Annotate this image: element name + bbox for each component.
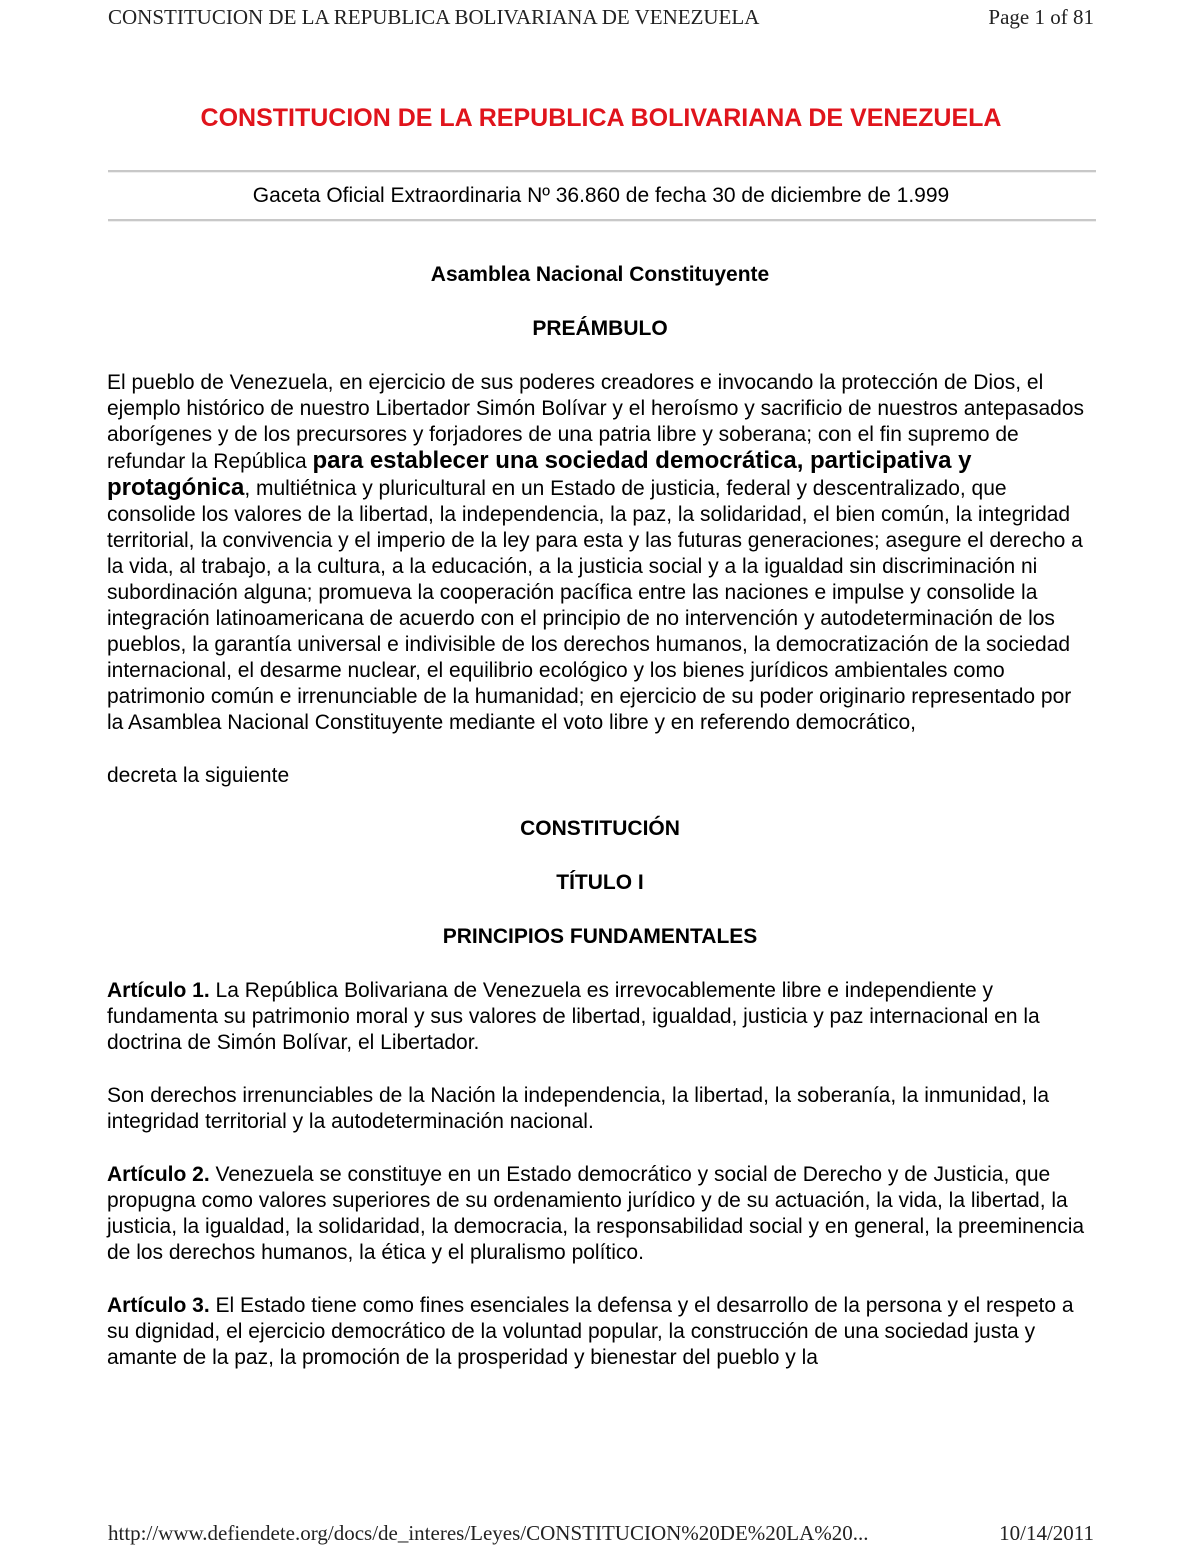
preamble-text-1: El pueblo de Venezuela, en ejercicio de sus poderes creadores e invocando la protección de Dios, el ejemplo histórico de nuestro Libertador Simón Bolívar y el heroísmo y sacrificio de nuestros antepasados aborígenes y de los precursores y forjadores de una patria libre y soberana; con el fin supremo de refundar la República (107, 371, 1085, 473)
article-text: La República Bolivariana de Venezuela es irrevocablemente libre e independiente y fundamenta su patrimonio moral y sus valores de libertad, igualdad, justicia y paz internacional en la doctrina de Simón Bolívar, el Libertador. (107, 979, 1040, 1054)
article-1-paragraph-2: Son derechos irrenunciables de la Nación la independencia, la libertad, la soberanía, la inmunidad, la integridad territorial y la autodeterminación nacional. (107, 1084, 1050, 1133)
article-3 (107, 1293, 1093, 1371)
title-heading: TÍTULO I (556, 871, 644, 894)
preamble-heading: PREÁMBULO (532, 317, 668, 340)
page-number: Page 1 of 81 (988, 4, 1094, 29)
divider-top (108, 170, 1096, 173)
principles-heading: PRINCIPIOS FUNDAMENTALES (442, 925, 758, 948)
divider-bottom (108, 219, 1096, 222)
preamble-paragraph (107, 370, 1093, 736)
preamble-text-2: , multiétnica y pluricultural en un Estado de justicia, federal y descentralizado, que consolide los valores de la libertad, la independencia, la paz, la solidaridad, el bien común, la integridad territorial, la convivencia y el imperio de la ley para esta y las futuras generaciones; asegure el derecho a la vida, al trabajo, a la cultura, a la educación, a la justicia social y a la igualdad sin discriminación ni subordinación alguna; promueva la cooperación pacífica entre las naciones e impulse y consolide la integración latinoamericana de acuerdo con el principio de no intervención y autodeterminación de los pueblos, la garantía universal e indivisible de los derechos humanos, la democratización de la sociedad internacional, el desarme nuclear, el equilibrio ecológico y los bienes jurídicos ambientales como patrimonio común e irrenunciable de la humanidad; en ejercicio de su poder originario representado por la Asamblea Nacional Constituyente mediante el voto libre y en referendo democrático, (107, 477, 1083, 734)
article-text: El Estado tiene como fines esenciales la defensa y el desarrollo de la persona y el respeto a su dignidad, el ejercicio democrático de la voluntad popular, la construcción de una sociedad justa y amante de la paz, la promoción de la prosperidad y bienestar del pueblo y la (107, 1294, 1074, 1369)
gazette-reference: Gaceta Oficial Extraordinaria Nº 36.860 de fecha 30 de diciembre de 1.999 (252, 184, 950, 207)
print-footer (108, 1518, 1094, 1548)
article-label: Artículo 2. (107, 1163, 210, 1186)
print-header (108, 2, 1094, 32)
source-url-link[interactable]: http://www.defiendete.org/docs/de_interes/Leyes/CONSTITUCION%20DE%20LA%20... (108, 1520, 869, 1545)
document-body (107, 262, 1093, 1371)
print-header-title: CONSTITUCION DE LA REPUBLICA BOLIVARIANA DE VENEZUELA (108, 4, 760, 29)
article-1 (107, 978, 1093, 1056)
document-title: CONSTITUCION DE LA REPUBLICA BOLIVARIANA DE VENEZUELA (200, 104, 1002, 132)
assembly-heading: Asamblea Nacional Constituyente (430, 263, 770, 286)
article-label: Artículo 3. (107, 1294, 210, 1317)
preamble-emphasis: para establecer una sociedad democrática, participativa y protagónica (107, 447, 972, 501)
article-text: Venezuela se constituye en un Estado democrático y social de Derecho y de Justicia, que propugna como valores superiores de su ordenamiento jurídico y de su actuación, la vida, la libertad, la justicia, la igualdad, la solidaridad, la democracia, la responsabilidad social y en general, la preeminencia de los derechos humanos, la ética y el pluralismo político. (107, 1163, 1085, 1264)
decree-text: decreta la siguiente (107, 764, 290, 787)
print-date: 10/14/2011 (999, 1520, 1094, 1545)
constitution-heading: CONSTITUCIÓN (520, 817, 680, 840)
article-2 (107, 1162, 1093, 1266)
article-label: Artículo 1. (107, 979, 210, 1002)
